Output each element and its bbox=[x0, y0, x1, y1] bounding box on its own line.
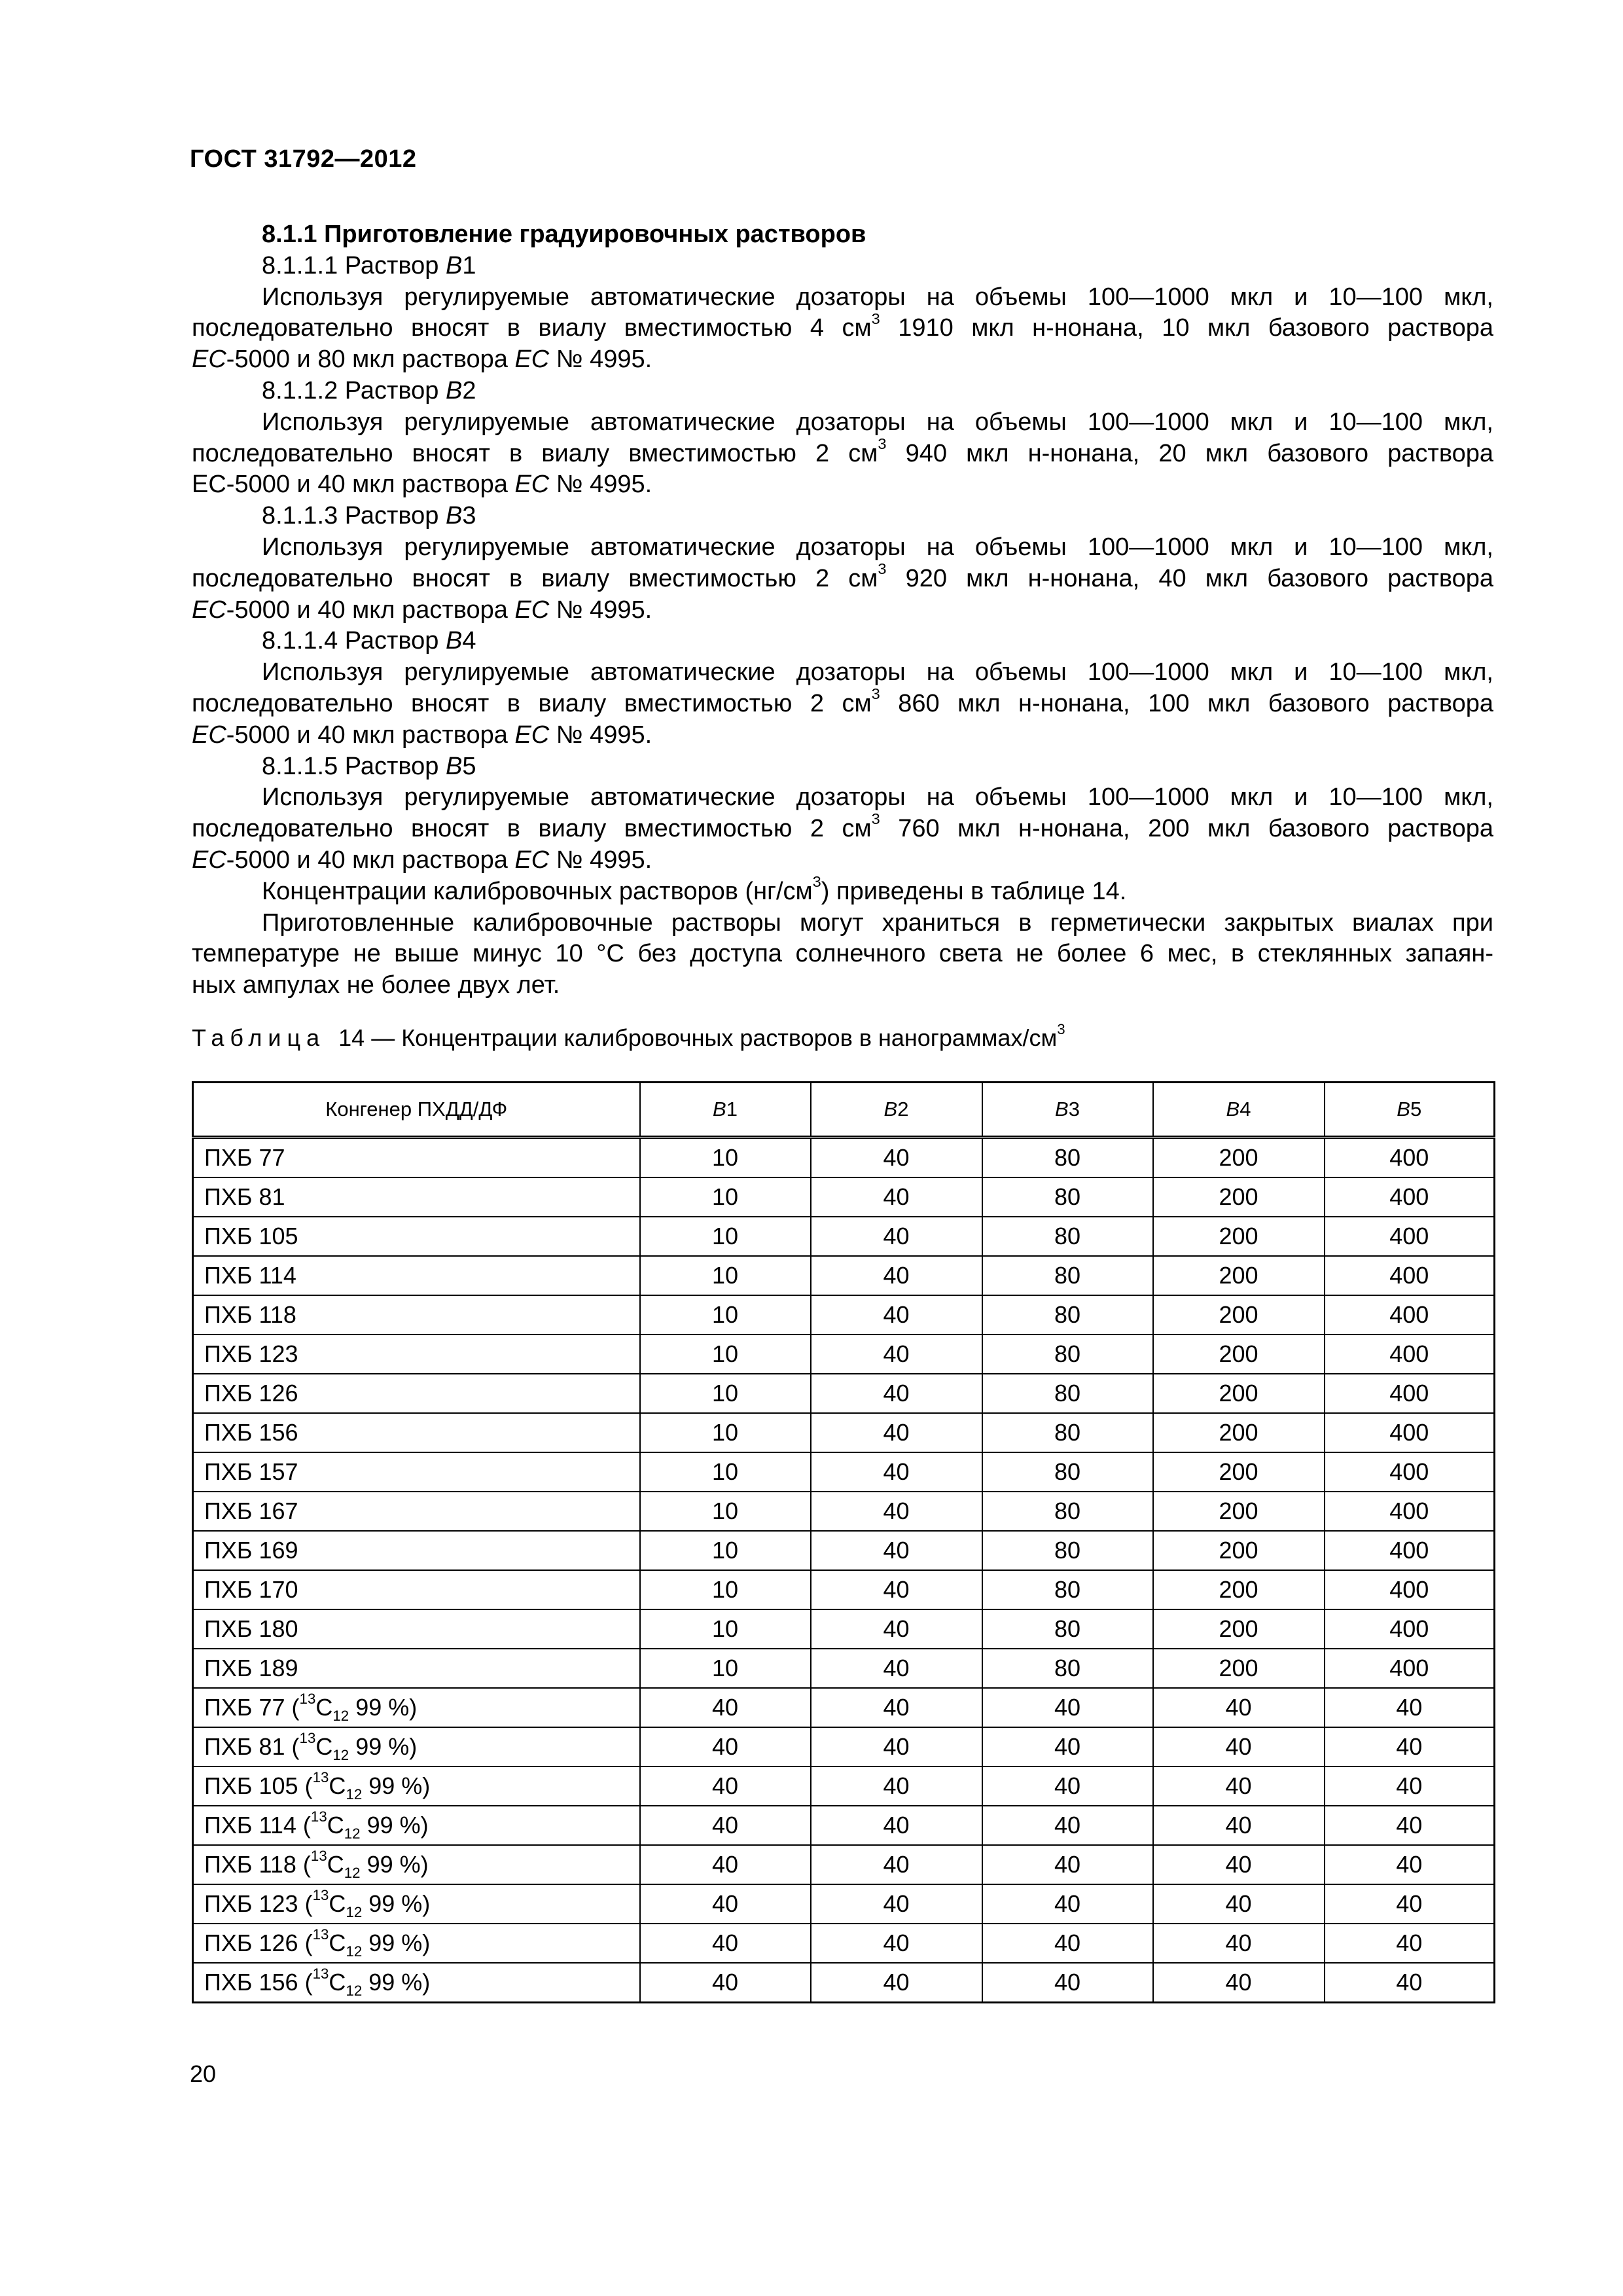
value-cell-b4: 200 bbox=[1153, 1649, 1325, 1688]
value-cell-b1: 10 bbox=[640, 1138, 811, 1178]
storage-paragraph-line: температуре не выше минус 10 °С без доступа солнечного света не более 6 мес, в стеклянных запаян- bbox=[192, 940, 1493, 968]
congener-cell: ПХБ 156 bbox=[193, 1413, 640, 1452]
value-cell-b2: 40 bbox=[811, 1924, 982, 1963]
paragraph-line: Используя регулируемые автоматические дозаторы на объемы 100—1000 мкл и 10—100 мкл, bbox=[262, 533, 1493, 561]
value-cell-b5: 400 bbox=[1325, 1492, 1495, 1531]
value-cell-b3: 80 bbox=[982, 1649, 1153, 1688]
value-cell-b1: 40 bbox=[640, 1806, 811, 1845]
value-cell-b4: 40 bbox=[1153, 1727, 1325, 1767]
value-cell-b3: 40 bbox=[982, 1806, 1153, 1845]
value-cell-b5: 400 bbox=[1325, 1256, 1495, 1295]
value-cell-b4: 40 bbox=[1153, 1924, 1325, 1963]
value-cell-b1: 40 bbox=[640, 1727, 811, 1767]
value-cell-b3: 40 bbox=[982, 1727, 1153, 1767]
congener-cell: ПХБ 114 ($^{13}С_{12}$ 99 %) bbox=[193, 1806, 640, 1845]
congener-cell: ПХБ 157 bbox=[193, 1452, 640, 1492]
column-header-b1: В1 bbox=[640, 1083, 811, 1138]
congener-cell: ПХБ 180 bbox=[193, 1609, 640, 1649]
value-cell-b3: 80 bbox=[982, 1138, 1153, 1178]
table-row bbox=[193, 1609, 1495, 1649]
value-cell-b5: 400 bbox=[1325, 1335, 1495, 1374]
column-header-b3: В3 bbox=[982, 1083, 1153, 1138]
table-row bbox=[193, 1963, 1495, 2003]
value-cell-b2: 40 bbox=[811, 1492, 982, 1531]
value-cell-b4: 200 bbox=[1153, 1452, 1325, 1492]
congener-cell: ПХБ 167 bbox=[193, 1492, 640, 1531]
value-cell-b5: 400 bbox=[1325, 1295, 1495, 1335]
value-cell-b5: 400 bbox=[1325, 1452, 1495, 1492]
value-cell-b3: 40 bbox=[982, 1688, 1153, 1727]
value-cell-b1: 40 bbox=[640, 1963, 811, 2003]
value-cell-b2: 40 bbox=[811, 1806, 982, 1845]
value-cell-b3: 80 bbox=[982, 1452, 1153, 1492]
value-cell-b2: 40 bbox=[811, 1845, 982, 1884]
table-row bbox=[193, 1570, 1495, 1609]
value-cell-b5: 40 bbox=[1325, 1963, 1495, 2003]
value-cell-b2: 40 bbox=[811, 1649, 982, 1688]
value-cell-b5: 40 bbox=[1325, 1727, 1495, 1767]
value-cell-b2: 40 bbox=[811, 1531, 982, 1570]
subsection-title: 8.1.1.5 Раствор В5 bbox=[262, 752, 476, 780]
value-cell-b5: 40 bbox=[1325, 1767, 1495, 1806]
table-row bbox=[193, 1845, 1495, 1884]
value-cell-b4: 200 bbox=[1153, 1413, 1325, 1452]
value-cell-b5: 400 bbox=[1325, 1138, 1495, 1178]
value-cell-b2: 40 bbox=[811, 1295, 982, 1335]
value-cell-b2: 40 bbox=[811, 1335, 982, 1374]
paragraph-line: последовательно вносят в виалу вместимостью 2 $см^3$ 940 мкл н-нонана, 20 мкл базового раствора bbox=[192, 435, 1493, 467]
value-cell-b5: 400 bbox=[1325, 1413, 1495, 1452]
value-cell-b2: 40 bbox=[811, 1884, 982, 1924]
value-cell-b1: 40 bbox=[640, 1845, 811, 1884]
value-cell-b3: 40 bbox=[982, 1767, 1153, 1806]
document-header: ГОСТ 31792—2012 bbox=[190, 145, 417, 173]
table-row bbox=[193, 1688, 1495, 1727]
value-cell-b2: 40 bbox=[811, 1767, 982, 1806]
value-cell-b1: 10 bbox=[640, 1649, 811, 1688]
value-cell-b3: 40 bbox=[982, 1884, 1153, 1924]
congener-cell: ПХБ 105 bbox=[193, 1217, 640, 1256]
value-cell-b2: 40 bbox=[811, 1217, 982, 1256]
congener-cell: ПХБ 118 bbox=[193, 1295, 640, 1335]
value-cell-b3: 40 bbox=[982, 1845, 1153, 1884]
value-cell-b3: 80 bbox=[982, 1335, 1153, 1374]
value-cell-b5: 400 bbox=[1325, 1609, 1495, 1649]
table-row bbox=[193, 1335, 1495, 1374]
table-caption: Таблица 14 — Концентрации калибровочных растворов в нанограммах/$см^3$ bbox=[192, 1021, 1065, 1051]
paragraph-line: последовательно вносят в виалу вместимостью 2 $см^3$ 920 мкл н-нонана, 40 мкл базового раствора bbox=[192, 560, 1493, 592]
section-title: 8.1.1 Приготовление градуировочных растворов bbox=[262, 221, 866, 248]
paragraph-line: ЕС-5000 и 40 мкл раствора ЕС № 4995. bbox=[192, 596, 652, 624]
congener-cell: ПХБ 126 bbox=[193, 1374, 640, 1413]
value-cell-b4: 40 bbox=[1153, 1806, 1325, 1845]
value-cell-b3: 80 bbox=[982, 1609, 1153, 1649]
value-cell-b2: 40 bbox=[811, 1177, 982, 1217]
congener-cell: ПХБ 77 bbox=[193, 1138, 640, 1178]
value-cell-b1: 40 bbox=[640, 1767, 811, 1806]
value-cell-b4: 40 bbox=[1153, 1767, 1325, 1806]
value-cell-b5: 400 bbox=[1325, 1374, 1495, 1413]
value-cell-b5: 40 bbox=[1325, 1924, 1495, 1963]
subsection-title: 8.1.1.4 Раствор В4 bbox=[262, 627, 476, 655]
table-row bbox=[193, 1413, 1495, 1452]
value-cell-b4: 200 bbox=[1153, 1570, 1325, 1609]
congener-cell: ПХБ 170 bbox=[193, 1570, 640, 1609]
value-cell-b3: 80 bbox=[982, 1256, 1153, 1295]
value-cell-b2: 40 bbox=[811, 1609, 982, 1649]
storage-paragraph-line: ных ампулах не более двух лет. bbox=[192, 971, 560, 999]
page-number: 20 bbox=[190, 2060, 217, 2087]
table-row bbox=[193, 1884, 1495, 1924]
table-row bbox=[193, 1217, 1495, 1256]
table-row bbox=[193, 1138, 1495, 1178]
value-cell-b3: 80 bbox=[982, 1570, 1153, 1609]
congener-cell: ПХБ 81 bbox=[193, 1177, 640, 1217]
value-cell-b5: 400 bbox=[1325, 1217, 1495, 1256]
value-cell-b1: 10 bbox=[640, 1217, 811, 1256]
table-row bbox=[193, 1295, 1495, 1335]
value-cell-b2: 40 bbox=[811, 1138, 982, 1178]
congener-cell: ПХБ 77 ($^{13}С_{12}$ 99 %) bbox=[193, 1688, 640, 1727]
value-cell-b2: 40 bbox=[811, 1413, 982, 1452]
value-cell-b4: 200 bbox=[1153, 1492, 1325, 1531]
paragraph-line: ЕС-5000 и 40 мкл раствора ЕС № 4995. bbox=[192, 846, 652, 874]
table-row bbox=[193, 1531, 1495, 1570]
value-cell-b1: 10 bbox=[640, 1609, 811, 1649]
congener-cell: ПХБ 169 bbox=[193, 1531, 640, 1570]
value-cell-b1: 10 bbox=[640, 1256, 811, 1295]
value-cell-b4: 200 bbox=[1153, 1335, 1325, 1374]
table-row bbox=[193, 1177, 1495, 1217]
value-cell-b3: 80 bbox=[982, 1374, 1153, 1413]
value-cell-b5: 40 bbox=[1325, 1884, 1495, 1924]
congener-cell: ПХБ 105 ($^{13}С_{12}$ 99 %) bbox=[193, 1767, 640, 1806]
table-row bbox=[193, 1806, 1495, 1845]
paragraph-line: последовательно вносят в виалу вместимостью 4 $см^3$ 1910 мкл н-нонана, 10 мкл базового раствора bbox=[192, 310, 1494, 342]
value-cell-b3: 80 bbox=[982, 1413, 1153, 1452]
value-cell-b1: 10 bbox=[640, 1374, 811, 1413]
value-cell-b4: 200 bbox=[1153, 1374, 1325, 1413]
value-cell-b4: 200 bbox=[1153, 1531, 1325, 1570]
value-cell-b2: 40 bbox=[811, 1256, 982, 1295]
concentration-table bbox=[192, 1081, 1495, 2003]
value-cell-b3: 80 bbox=[982, 1295, 1153, 1335]
value-cell-b3: 80 bbox=[982, 1177, 1153, 1217]
value-cell-b3: 80 bbox=[982, 1531, 1153, 1570]
value-cell-b4: 200 bbox=[1153, 1138, 1325, 1178]
value-cell-b4: 200 bbox=[1153, 1217, 1325, 1256]
value-cell-b1: 10 bbox=[640, 1413, 811, 1452]
table-header-row bbox=[193, 1083, 1495, 1138]
value-cell-b4: 200 bbox=[1153, 1609, 1325, 1649]
congener-cell: ПХБ 114 bbox=[193, 1256, 640, 1295]
value-cell-b5: 40 bbox=[1325, 1806, 1495, 1845]
body-text bbox=[192, 219, 1493, 1001]
value-cell-b3: 80 bbox=[982, 1217, 1153, 1256]
table-row bbox=[193, 1452, 1495, 1492]
congener-cell: ПХБ 126 ($^{13}С_{12}$ 99 %) bbox=[193, 1924, 640, 1963]
value-cell-b1: 10 bbox=[640, 1335, 811, 1374]
value-cell-b1: 10 bbox=[640, 1177, 811, 1217]
table-body bbox=[193, 1138, 1495, 2003]
value-cell-b1: 10 bbox=[640, 1452, 811, 1492]
column-header-congener: Конгенер ПХДД/ДФ bbox=[193, 1083, 640, 1138]
paragraph-line: последовательно вносят в виалу вместимостью 2 $см^3$ 860 мкл н-нонана, 100 мкл базового раствора bbox=[192, 685, 1494, 717]
congener-cell: ПХБ 189 bbox=[193, 1649, 640, 1688]
value-cell-b4: 40 bbox=[1153, 1884, 1325, 1924]
concentrations-paragraph: Концентрации калибровочных растворов $(нг/см^3)$ приведены в таблице 14. bbox=[262, 872, 1127, 905]
value-cell-b2: 40 bbox=[811, 1374, 982, 1413]
congener-cell: ПХБ 156 ($^{13}С_{12}$ 99 %) bbox=[193, 1963, 640, 2003]
value-cell-b1: 10 bbox=[640, 1295, 811, 1335]
value-cell-b2: 40 bbox=[811, 1570, 982, 1609]
column-header-b2: В2 bbox=[811, 1083, 982, 1138]
value-cell-b4: 200 bbox=[1153, 1256, 1325, 1295]
table-row bbox=[193, 1492, 1495, 1531]
paragraph-line: Используя регулируемые автоматические дозаторы на объемы 100—1000 мкл и 10—100 мкл, bbox=[262, 408, 1493, 436]
value-cell-b2: 40 bbox=[811, 1963, 982, 2003]
value-cell-b1: 40 bbox=[640, 1924, 811, 1963]
value-cell-b5: 400 bbox=[1325, 1531, 1495, 1570]
value-cell-b4: 40 bbox=[1153, 1963, 1325, 2003]
value-cell-b4: 40 bbox=[1153, 1688, 1325, 1727]
paragraph-line: ЕС-5000 и 80 мкл раствора ЕС № 4995. bbox=[192, 346, 652, 374]
congener-cell: ПХБ 118 ($^{13}С_{12}$ 99 %) bbox=[193, 1845, 640, 1884]
value-cell-b1: 10 bbox=[640, 1531, 811, 1570]
column-header-b4: В4 bbox=[1153, 1083, 1325, 1138]
value-cell-b5: 400 bbox=[1325, 1570, 1495, 1609]
paragraph-line: Используя регулируемые автоматические дозаторы на объемы 100—1000 мкл и 10—100 мкл, bbox=[262, 283, 1493, 311]
table-row bbox=[193, 1374, 1495, 1413]
value-cell-b5: 40 bbox=[1325, 1845, 1495, 1884]
table-row bbox=[193, 1256, 1495, 1295]
storage-paragraph-line: Приготовленные калибровочные растворы могут храниться в герметически закрытых виалах при bbox=[262, 908, 1493, 937]
value-cell-b5: 400 bbox=[1325, 1177, 1495, 1217]
paragraph-line: ЕС-5000 и 40 мкл раствора ЕС № 4995. bbox=[192, 471, 652, 499]
subsection-title: 8.1.1.2 Раствор В2 bbox=[262, 376, 476, 404]
value-cell-b5: 400 bbox=[1325, 1649, 1495, 1688]
value-cell-b4: 200 bbox=[1153, 1295, 1325, 1335]
value-cell-b3: 80 bbox=[982, 1492, 1153, 1531]
value-cell-b1: 40 bbox=[640, 1884, 811, 1924]
value-cell-b3: 40 bbox=[982, 1924, 1153, 1963]
subsection-title: 8.1.1.1 Раствор В1 bbox=[262, 251, 476, 279]
table-row bbox=[193, 1767, 1495, 1806]
value-cell-b2: 40 bbox=[811, 1727, 982, 1767]
paragraph-line: последовательно вносят в виалу вместимостью 2 $см^3$ 760 мкл н-нонана, 200 мкл базового раствора bbox=[192, 810, 1494, 843]
congener-cell: ПХБ 123 bbox=[193, 1335, 640, 1374]
value-cell-b1: 10 bbox=[640, 1570, 811, 1609]
value-cell-b3: 40 bbox=[982, 1963, 1153, 2003]
paragraph-line: Используя регулируемые автоматические дозаторы на объемы 100—1000 мкл и 10—100 мкл, bbox=[262, 783, 1493, 812]
table-row bbox=[193, 1727, 1495, 1767]
subsection-title: 8.1.1.3 Раствор В3 bbox=[262, 502, 476, 530]
congener-cell: ПХБ 81 ($^{13}С_{12}$ 99 %) bbox=[193, 1727, 640, 1767]
table-row bbox=[193, 1649, 1495, 1688]
value-cell-b4: 200 bbox=[1153, 1177, 1325, 1217]
value-cell-b1: 40 bbox=[640, 1688, 811, 1727]
congener-cell: ПХБ 123 ($^{13}С_{12}$ 99 %) bbox=[193, 1884, 640, 1924]
table-row bbox=[193, 1924, 1495, 1963]
value-cell-b4: 40 bbox=[1153, 1845, 1325, 1884]
value-cell-b2: 40 bbox=[811, 1452, 982, 1492]
value-cell-b2: 40 bbox=[811, 1688, 982, 1727]
paragraph-line: ЕС-5000 и 40 мкл раствора ЕС № 4995. bbox=[192, 721, 652, 749]
column-header-b5: В5 bbox=[1325, 1083, 1495, 1138]
value-cell-b5: 40 bbox=[1325, 1688, 1495, 1727]
paragraph-line: Используя регулируемые автоматические дозаторы на объемы 100—1000 мкл и 10—100 мкл, bbox=[262, 658, 1493, 687]
value-cell-b1: 10 bbox=[640, 1492, 811, 1531]
